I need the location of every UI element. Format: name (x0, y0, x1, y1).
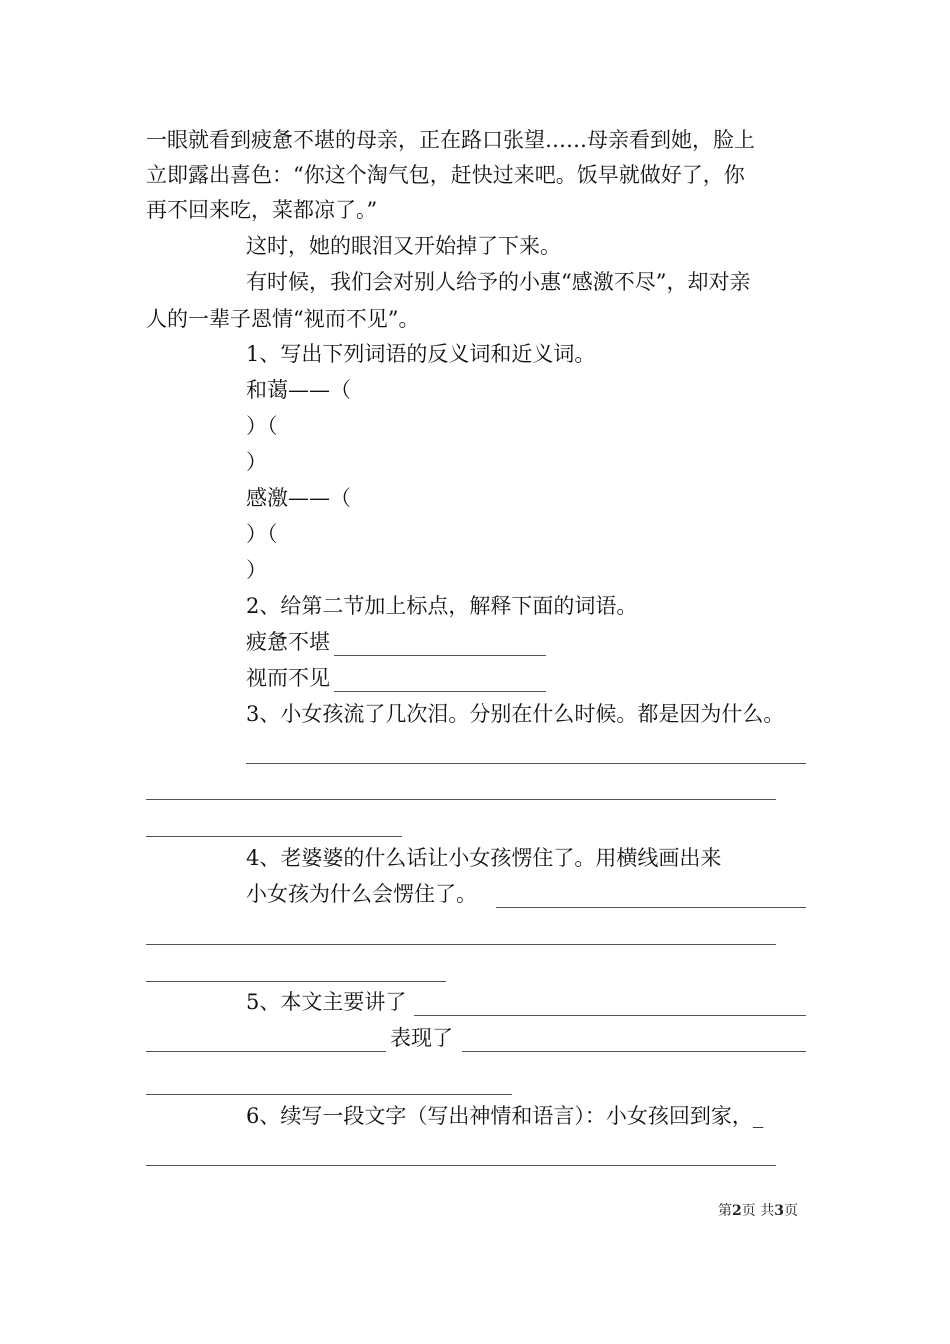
q1-word-hean: 和蔼——（ (246, 378, 351, 402)
question-1-title: 1、写出下列词语的反义词和近义词。 (246, 342, 596, 366)
question-2-title: 2、给第二节加上标点，解释下面的词语。 (246, 594, 638, 618)
q1-bracket: ）（ (246, 522, 278, 546)
answer-line[interactable] (146, 1051, 386, 1052)
answer-line[interactable] (146, 799, 776, 800)
question-5-prefix: 5、本文主要讲了 (246, 990, 407, 1014)
answer-line[interactable] (334, 691, 546, 692)
question-4-title: 4、老婆婆的什么话让小女孩愣住了。用横线画出来 (246, 846, 722, 870)
question-4-sub: 小女孩为什么会愣住了。 (246, 882, 477, 906)
answer-line[interactable] (496, 907, 806, 908)
footer-text: 第 (718, 1203, 732, 1219)
question-5-mid: 表现了 (390, 1026, 453, 1050)
passage-line: 有时候，我们会对别人给予的小惠“感激不尽”，却对亲 (246, 270, 751, 294)
question-3-title: 3、小女孩流了几次泪。分别在什么时候。都是因为什么。 (246, 702, 785, 726)
footer-total-pages: 3 (774, 1203, 784, 1219)
footer-page-number: 2 (732, 1203, 742, 1219)
passage-line: 人的一辈子恩情“视而不见”。 (146, 307, 420, 331)
answer-line[interactable] (146, 836, 402, 837)
passage-line: 再不回来吃，菜都凉了。” (146, 198, 378, 222)
answer-line[interactable] (146, 1094, 512, 1095)
passage-line: 这时，她的眼泪又开始掉了下来。 (246, 234, 561, 258)
answer-line[interactable] (146, 1165, 776, 1166)
q2-term: 疲惫不堪 (246, 630, 330, 654)
answer-line[interactable] (146, 981, 446, 982)
answer-line[interactable] (414, 1015, 806, 1016)
footer-text: 页 共 (741, 1203, 775, 1219)
passage-line: 一眼就看到疲惫不堪的母亲，正在路口张望……母亲看到她，脸上 (146, 128, 755, 152)
q1-bracket: ） (246, 450, 267, 474)
footer-text: 页 (783, 1203, 798, 1219)
q2-term: 视而不见 (246, 666, 330, 690)
answer-line[interactable] (462, 1051, 806, 1052)
q1-word-ganji: 感激——（ (246, 486, 351, 510)
answer-line[interactable] (334, 655, 546, 656)
answer-line[interactable] (146, 944, 776, 945)
page-footer (718, 1201, 798, 1221)
q1-bracket: ） (246, 558, 267, 582)
answer-line[interactable] (246, 763, 806, 764)
passage-line: 立即露出喜色：“你这个淘气包，赶快过来吧。饭早就做好了，你 (146, 163, 745, 187)
question-6-title: 6、续写一段文字（写出神情和语言）：小女孩回到家，_ (246, 1104, 764, 1128)
q1-bracket: ）（ (246, 414, 278, 438)
